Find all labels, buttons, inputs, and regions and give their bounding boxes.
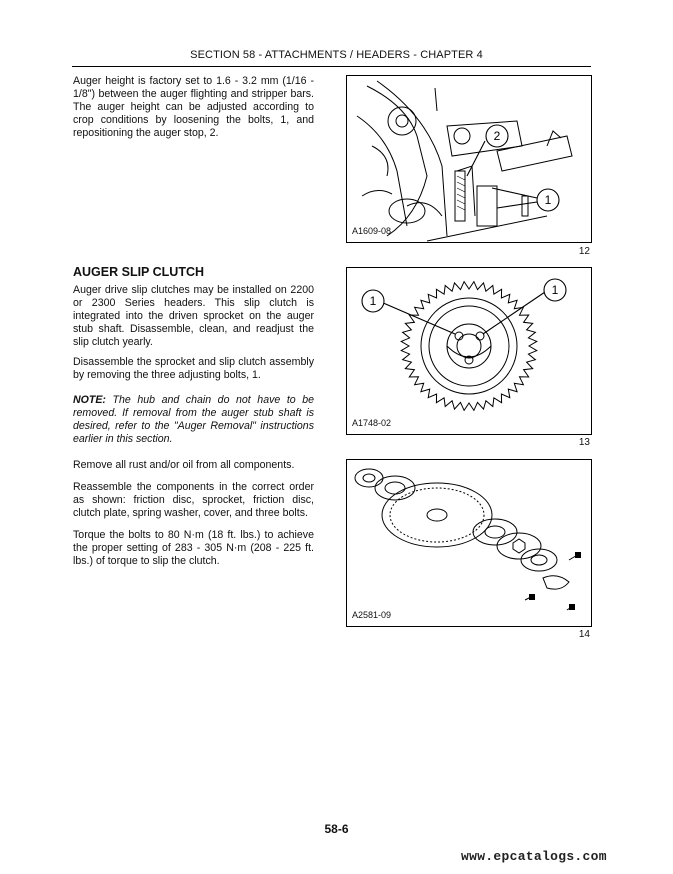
paragraph-text: Disassemble the sprocket and slip clutch assembly by removing the three adjusting bolts, 1. — [73, 356, 314, 381]
figure-number: 12 — [578, 246, 590, 257]
paragraph-text: Auger drive slip clutches may be installed on 2200 or 2300 Series headers. This slip clutch is integrated into the driven sprocket on the auger stub shaft. Disassemble, clean, and readjust the slip clutch yearly. — [73, 284, 314, 348]
figure-slip-clutch-sprocket — [346, 267, 592, 435]
callout-1: 1 — [544, 193, 552, 207]
header-rule — [72, 66, 591, 67]
figure-exploded-clutch — [346, 459, 592, 627]
sprocket-illustration — [347, 268, 591, 434]
paragraph-text: Auger height is factory set to 1.6 - 3.2 mm (1/16 - 1/8") between the auger flighting and stripper bars. The auger height can be adjusted according to crop conditions by loosening the bolts, 1, and repositioning the auger stop, 2. — [73, 75, 314, 139]
paragraph-reassemble — [73, 481, 314, 520]
figure-number: 14 — [578, 629, 590, 640]
note-text: The hub and chain do not have to be removed. If removal from the auger stub shaft is desired, refer to the "Auger Removal" instructions earlier in this section. — [73, 394, 314, 445]
paragraph-disassemble — [73, 356, 314, 382]
callout-2: 2 — [493, 129, 501, 143]
paragraph-auger-height — [73, 75, 314, 140]
paragraph-text: Torque the bolts to 80 N·m (18 ft. lbs.) to achieve the proper setting of 283 - 305 N·m (208 - 225 ft. lbs.) of torque to slip the clutch. — [73, 529, 314, 567]
paragraph-text: Reassemble the components in the correct order as shown: friction disc, sprocket, friction disc, clutch plate, spring washer, cover, and three bolts. — [73, 481, 314, 519]
page-number: 58-6 — [324, 822, 349, 836]
figure-auger-stop — [346, 75, 592, 243]
section-heading: AUGER SLIP CLUTCH — [73, 265, 205, 279]
sprocket-teeth — [401, 282, 537, 411]
callout-1-left: 1 — [369, 294, 377, 308]
figure-number: 13 — [578, 437, 590, 448]
figure-code: A1748-02 — [352, 418, 392, 428]
paragraph-text: Remove all rust and/or oil from all components. — [73, 459, 295, 471]
note-label: NOTE: — [73, 394, 106, 406]
figure-code: A2581-09 — [352, 610, 392, 620]
callout-1-right: 1 — [551, 283, 559, 297]
paragraph-slip-clutch-intro — [73, 284, 314, 349]
watermark: www.epcatalogs.com — [461, 849, 607, 864]
auger-stop-illustration — [347, 76, 591, 242]
exploded-clutch-illustration — [347, 460, 591, 626]
note-block — [73, 394, 314, 446]
paragraph-remove-rust — [73, 459, 314, 472]
section-header: SECTION 58 - ATTACHMENTS / HEADERS - CHAPTER 4 — [190, 49, 483, 61]
figure-code: A1609-08 — [352, 226, 392, 236]
paragraph-torque — [73, 529, 314, 568]
